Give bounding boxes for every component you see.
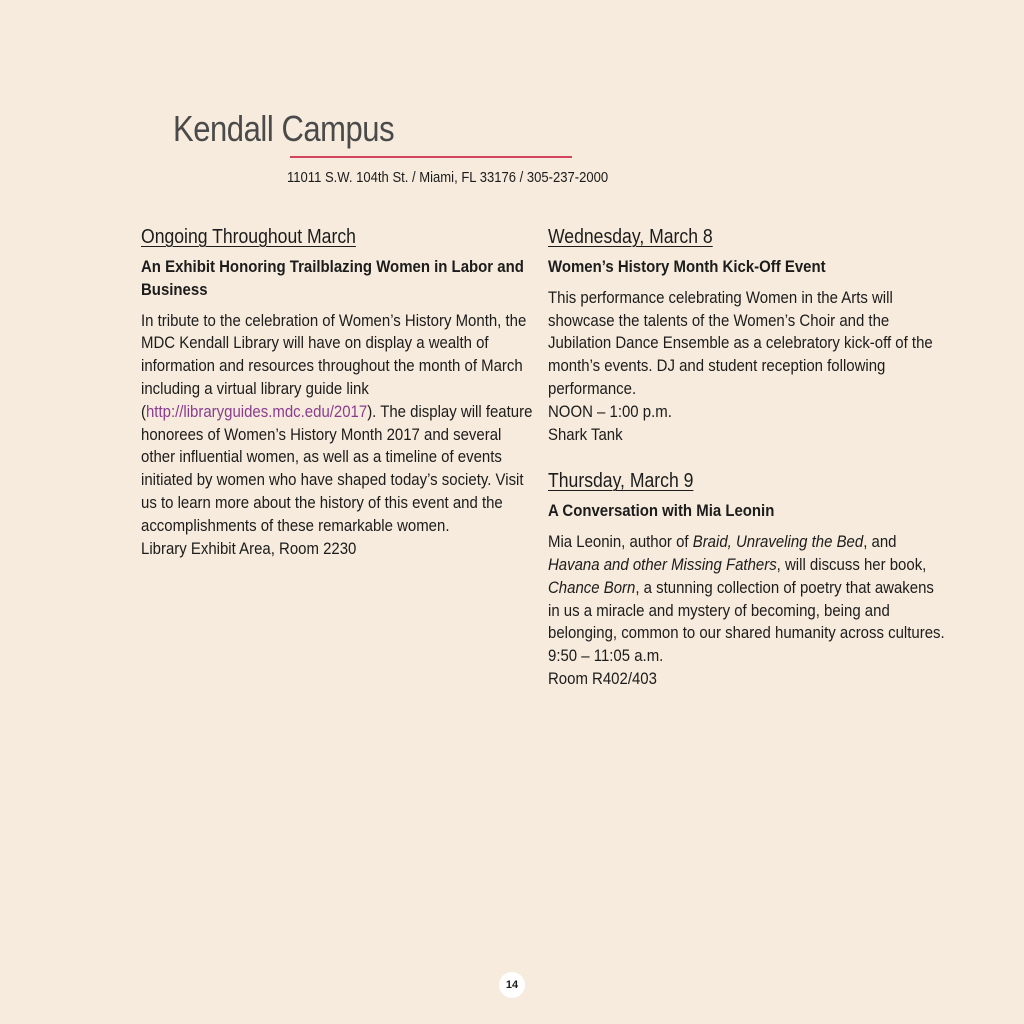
event-description [141, 310, 539, 538]
event-description-text-continued: ). The display will feature honorees of Women’s History Month 2017 and several other influential women, as well as a timeline of events initiated by women who have shaped today’s society. Visit us to learn more about the history of this event and the accomplishments of these remarkable women. [141, 401, 533, 535]
event-description-text: , and [863, 532, 897, 552]
event-title: Women’s History Month Kick-Off Event [548, 257, 826, 276]
page-number: 14 [499, 972, 525, 998]
event-location: Room R402/403 [548, 668, 657, 688]
event-exhibit [141, 224, 539, 560]
book-title: Chance Born [548, 577, 636, 597]
campus-title: Kendall Campus [173, 108, 395, 149]
event-description: This performance celebrating Women in the Arts will showcase the talents of the Women’s Choir and the Jubilation Dance Ensemble as a celebratory kick-off of the month’s events. DJ and student reception following performance. [548, 287, 933, 398]
event-description-text: Mia Leonin, author of [548, 532, 693, 552]
event-date: Wednesday, March 8 [548, 226, 713, 248]
left-column [141, 224, 539, 582]
event-date: Thursday, March 9 [548, 470, 694, 493]
campus-address: 11011 S.W. 104th St. / Miami, FL 33176 / 305-237-2000 [287, 170, 609, 186]
event-description-text: In tribute to the celebration of Women’s History Month, the MDC Kendall Library will have on display a wealth of information and resources throughout the month of March including a virtual library guide link ( [141, 310, 527, 421]
event-title: An Exhibit Honoring Trailblazing Women in Labor and Business [141, 257, 524, 299]
event-date: Ongoing Throughout March [141, 226, 356, 248]
event-description [548, 531, 948, 645]
event-kickoff [548, 224, 948, 446]
event-description-text: , a stunning collection of poetry that awakens in us a miracle and mystery of becoming, being and belonging, common to our shared humanity across cultures. [548, 577, 945, 643]
title-divider [290, 156, 572, 158]
event-time: NOON – 1:00 p.m. [548, 401, 672, 421]
event-description-text: , will discuss her book, [776, 554, 927, 574]
event-location: Library Exhibit Area, Room 2230 [141, 538, 357, 558]
event-conversation [548, 468, 948, 690]
event-location: Shark Tank [548, 424, 623, 444]
event-title: A Conversation with Mia Leonin [548, 501, 775, 521]
right-column [548, 224, 948, 713]
book-title: Havana and other Missing Fathers [548, 554, 777, 574]
event-time: 9:50 – 11:05 a.m. [548, 646, 664, 666]
library-guide-link[interactable]: http://libraryguides.mdc.edu/2017 [145, 401, 368, 421]
book-title: Braid, Unraveling the Bed [692, 532, 864, 552]
